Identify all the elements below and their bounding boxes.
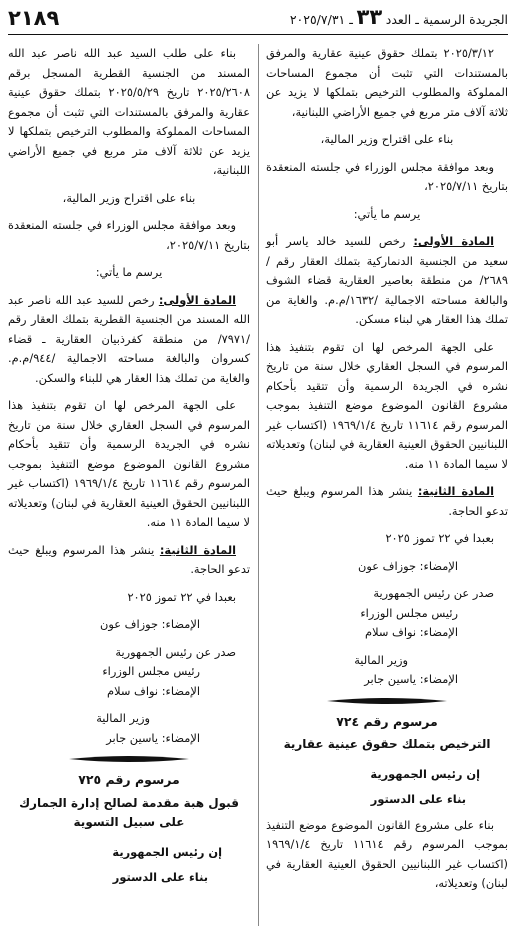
article-1-para2: على الجهة المرخص لها ان تقوم بتنفيذ هذا المرسوم في السجل العقاري خلال سنة من تاريخ نشره في الجريدة الرسمية وأن تتقيد بأحكام مشروع القانون الموضوع موضع التنفيذ بموجب المرسوم رقم ١١٦١٤ تاريخ ١٩٦٩/١/٤ (اكتساب غير اللبنانيين الحقوق العينية العقارية في لبنان) وتعديلاته لا سيما المادة ١١ منه. <box>266 339 508 471</box>
finance-minister-signature: الإمضاء: ياسين جابر <box>106 730 200 745</box>
president-signature: الإمضاء: جوزاف عون <box>358 558 458 573</box>
pm-title: رئيس مجلس الوزراء <box>360 605 458 620</box>
header-running-title <box>289 4 508 31</box>
article-1 <box>266 232 508 330</box>
cabinet-approval: وبعد موافقة مجلس الوزراء في جلسته المنعقدة بتاريخ ٢٠٢٥/٧/١١، <box>8 218 250 252</box>
article-1-label: المادة الأولى: <box>413 234 495 248</box>
pm-signature: الإمضاء: نواف سلام <box>107 683 200 698</box>
article-1-label: المادة الأولى: <box>158 292 237 307</box>
finance-minister-signature: الإمضاء: ياسين جابر <box>364 672 458 686</box>
legal-basis: بناء على مشروع القانون الموضوع موضع التنفيذ بموجب المرسوم رقم ١١٦١٤ تاريخ ١٩٦٩/١/٤ (اكتساب غير اللبنانيين الحقوق العينية العقارية في لبنان) وتعديلاته، <box>266 817 508 890</box>
article-1-para2: على الجهة المرخص لها ان تقوم بتنفيذ هذا المرسوم في السجل العقاري خلال سنة من تاريخ نشره في الجريدة الرسمية وأن تتقيد بأحكام مشروع القانون الموضوع موضع التنفيذ بموجب المرسوم رقم ١١٦١٤ تاريخ ١٩٦٩/١/٤ (اكتساب غير اللبنانيين الحقوق العينية العقارية في لبنان) وتعديلاته لا سيما المادة ١١ منه. <box>8 398 250 529</box>
issued-by: صدر عن رئيس الجمهورية <box>115 644 236 659</box>
article-2-text: ينشر هذا المرسوم ويبلغ حيث تدعو الحاجة. <box>8 542 250 576</box>
issue-number: ٣٣ <box>356 4 383 29</box>
constitution-line: بناء على الدستور <box>370 792 466 806</box>
finance-minister-title: وزير المالية <box>354 652 408 667</box>
article-2-label: المادة الثانية: <box>417 484 494 498</box>
date-line: بعبدا في ٢٢ تموز ٢٠٢٥ <box>385 531 494 545</box>
article-2 <box>266 482 508 521</box>
cabinet-approval: وبعد موافقة مجلس الوزراء في جلسته المنعقدة بتاريخ ٢٠٢٥/٧/١١، <box>266 159 508 193</box>
right-column <box>266 44 508 902</box>
decree-725-subject: قبول هبة مقدمة لصالح إدارة الجمارك على سبيل التسوية <box>19 795 239 829</box>
intro-continued: ٢٠٢٥/٣/١٢ بتملك حقوق عينية عقارية والمرفق بالمستندات التي تثبت أن مجموع المساحات المملوكة والمطلوب الترخيص بتملكها لا يزيد عن ثلاثة آلاف متر مربع في جميع الأراضي اللبنانية، <box>266 46 508 119</box>
request-text: بناء على طلب السيد عبد الله ناصر عبد الله المسند من الجنسية القطرية المسجل برقم ٢٠٢٥/٢٦٠٨ تاريخ ٢٠٢٥/٥/٢٩ بتملك حقوق عينية عقارية والمرفق بالمستندات التي تثبت أن مجموع المساحات المملوكة والمطلوب الترخيص بتملكها لا يزيد عن ثلاثة آلاف متر مربع في جميع الأراضي اللبنانية، <box>8 46 251 177</box>
article-2-label: المادة الثانية: <box>159 542 236 557</box>
left-column <box>8 44 250 894</box>
issued-by: صدر عن رئيس الجمهورية <box>373 586 494 600</box>
section-separator <box>266 696 508 706</box>
article-1 <box>8 291 250 389</box>
page-header <box>8 4 508 35</box>
issue-date: ـ ٢٠٢٥/٧/٣١ <box>289 11 353 27</box>
proposal-line: بناء على اقتراح وزير المالية، <box>320 132 454 146</box>
decree-724-title: مرسوم رقم ٧٢٤ <box>336 713 438 729</box>
president-line: إن رئيس الجمهورية <box>370 766 480 781</box>
decrees-line: يرسم ما يأتي: <box>353 206 421 221</box>
date-line: بعبدا في ٢٢ تموز ٢٠٢٥ <box>127 589 236 604</box>
pm-signature: الإمضاء: نواف سلام <box>365 625 458 639</box>
finance-minister-title: وزير المالية <box>96 711 150 725</box>
president-line: إن رئيس الجمهورية <box>112 844 222 859</box>
pm-title: رئيس مجلس الوزراء <box>102 664 200 678</box>
column-divider <box>258 44 259 926</box>
gazette-title: الجريدة الرسمية ـ العدد <box>385 11 508 27</box>
proposal-line: بناء على اقتراح وزير المالية، <box>62 190 196 205</box>
section-separator <box>8 754 250 764</box>
article-1-text: رخص للسيد خالد ياسر أبو سعيد من الجنسية الدنماركية بتملك العقار رقم /٢٦٨٩/ من منطقة بعاصير العقارية قضاء الشوف والبالغة مساحته الاجمالية /١٦٣٢/م.م. والغاية من تملك هذا العقار هي لبناء مسكن. <box>266 234 508 326</box>
page-number: ٢١٨٩ <box>8 6 60 31</box>
president-signature: الإمضاء: جوزاف عون <box>100 617 200 631</box>
constitution-line: بناء على الدستور <box>112 870 208 884</box>
article-2 <box>8 541 250 580</box>
decree-725-title: مرسوم رقم ٧٢٥ <box>78 772 180 787</box>
article-1-text: رخص للسيد عبد الله ناصر عبد الله المسند من الجنسية القطرية بتملك العقار رقم /٧٩٧١/ من منطقة كفرذبيان العقارية ـ قضاء كسروان والبالغة مساحته الاجمالية /٩٤٤/م.م. والغاية من تملك هذا العقار هي للبناء والسكن. <box>8 292 250 385</box>
decree-724-subject: الترخيص بتملك حقوق عينية عقارية <box>283 737 491 751</box>
decrees-line: يرسم ما يأتي: <box>95 265 163 279</box>
article-2-text: ينشر هذا المرسوم ويبلغ حيث تدعو الحاجة. <box>266 484 508 518</box>
